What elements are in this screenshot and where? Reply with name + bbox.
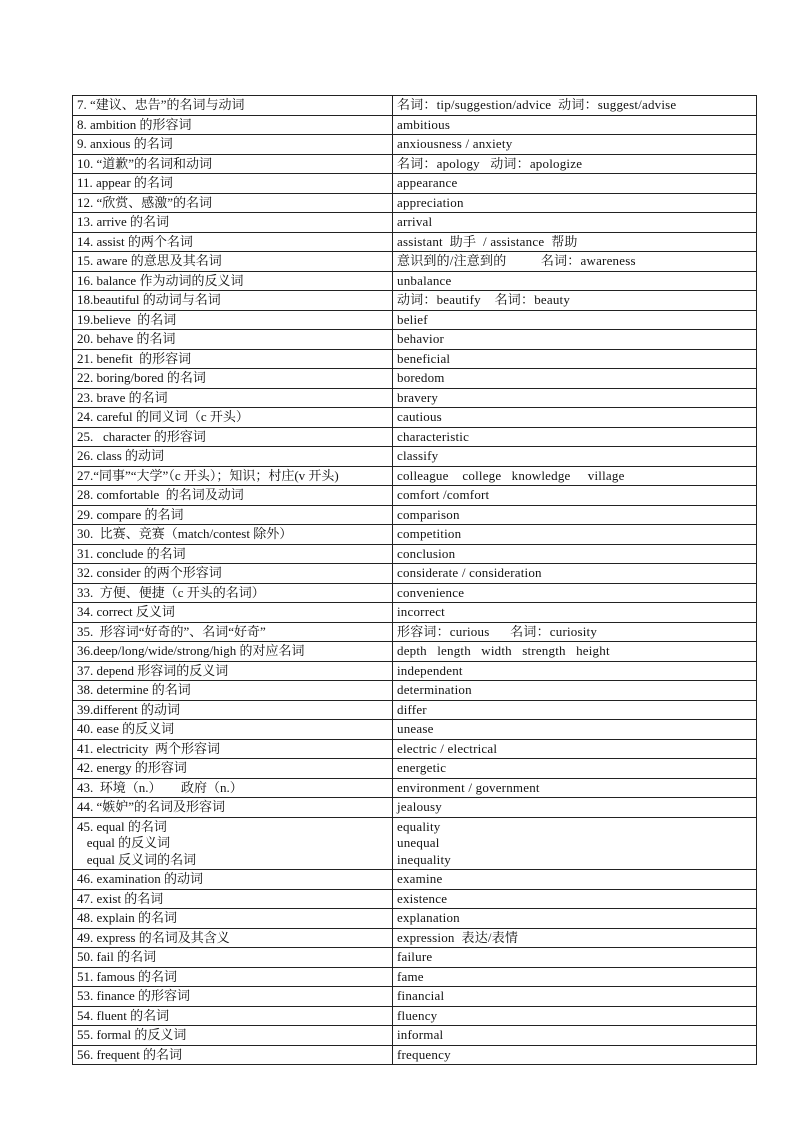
question-cell: 27.“同事”“大学”（c 开头）；知识；村庄(v 开头) xyxy=(73,466,393,486)
answer-cell: 形容词：curious 名词：curiosity xyxy=(393,622,757,642)
vocabulary-table-body xyxy=(73,96,757,1065)
question-cell: 22. boring/bored 的名词 xyxy=(73,369,393,389)
answer-cell: cautious xyxy=(393,408,757,428)
answer-cell: explanation xyxy=(393,909,757,929)
answer-cell: examine xyxy=(393,870,757,890)
question-cell: 55. formal 的反义词 xyxy=(73,1026,393,1046)
question-cell: 18.beautiful 的动词与名词 xyxy=(73,291,393,311)
table-row xyxy=(73,642,757,662)
answer-cell: jealousy xyxy=(393,798,757,818)
question-cell: 39.different 的动词 xyxy=(73,700,393,720)
answer-cell: existence xyxy=(393,889,757,909)
answer-cell: boredom xyxy=(393,369,757,389)
question-cell: 49. express 的名词及其含义 xyxy=(73,928,393,948)
table-row xyxy=(73,154,757,174)
table-row xyxy=(73,564,757,584)
answer-cell: determination xyxy=(393,681,757,701)
table-row xyxy=(73,447,757,467)
answer-cell: energetic xyxy=(393,759,757,779)
answer-cell: equality unequal inequality xyxy=(393,817,757,870)
table-row xyxy=(73,1045,757,1065)
question-cell: 48. explain 的名词 xyxy=(73,909,393,929)
answer-cell: comfort /comfort xyxy=(393,486,757,506)
question-cell: 21. benefit 的形容词 xyxy=(73,349,393,369)
question-cell: 20. behave 的名词 xyxy=(73,330,393,350)
question-cell: 10. “道歉”的名词和动词 xyxy=(73,154,393,174)
answer-cell: competition xyxy=(393,525,757,545)
question-cell: 38. determine 的名词 xyxy=(73,681,393,701)
question-cell: 7. “建议、忠告”的名词与动词 xyxy=(73,96,393,116)
answer-cell: unease xyxy=(393,720,757,740)
table-row xyxy=(73,544,757,564)
question-cell: 31. conclude 的名词 xyxy=(73,544,393,564)
table-row xyxy=(73,622,757,642)
answer-cell: arrival xyxy=(393,213,757,233)
table-row xyxy=(73,115,757,135)
answer-cell: convenience xyxy=(393,583,757,603)
answer-cell: appearance xyxy=(393,174,757,194)
table-row xyxy=(73,798,757,818)
question-cell: 9. anxious 的名词 xyxy=(73,135,393,155)
table-row xyxy=(73,349,757,369)
answer-cell: expression 表达/表情 xyxy=(393,928,757,948)
answer-cell: appreciation xyxy=(393,193,757,213)
question-cell: 51. famous 的名词 xyxy=(73,967,393,987)
answer-cell: classify xyxy=(393,447,757,467)
table-row xyxy=(73,408,757,428)
question-cell: 56. frequent 的名词 xyxy=(73,1045,393,1065)
answer-cell: financial xyxy=(393,987,757,1007)
question-cell: 32. consider 的两个形容词 xyxy=(73,564,393,584)
answer-cell: frequency xyxy=(393,1045,757,1065)
question-cell: 29. compare 的名词 xyxy=(73,505,393,525)
question-cell: 37. depend 形容词的反义词 xyxy=(73,661,393,681)
question-cell: 30. 比赛、竞赛（match/contest 除外） xyxy=(73,525,393,545)
answer-cell: failure xyxy=(393,948,757,968)
table-row xyxy=(73,369,757,389)
table-row xyxy=(73,889,757,909)
table-row xyxy=(73,739,757,759)
question-cell: 8. ambition 的形容词 xyxy=(73,115,393,135)
table-row xyxy=(73,909,757,929)
answer-cell: fluency xyxy=(393,1006,757,1026)
question-cell: 16. balance 作为动词的反义词 xyxy=(73,271,393,291)
question-cell: 13. arrive 的名词 xyxy=(73,213,393,233)
table-row xyxy=(73,778,757,798)
table-row xyxy=(73,583,757,603)
question-cell: 26. class 的动词 xyxy=(73,447,393,467)
table-row xyxy=(73,661,757,681)
table-row xyxy=(73,928,757,948)
question-cell: 28. comfortable 的名词及动词 xyxy=(73,486,393,506)
question-cell: 45. equal 的名词 equal 的反义词 equal 反义词的名词 xyxy=(73,817,393,870)
answer-cell: 名词：apology 动词：apologize xyxy=(393,154,757,174)
table-row xyxy=(73,388,757,408)
answer-cell: independent xyxy=(393,661,757,681)
answer-cell: 动词：beautify 名词：beauty xyxy=(393,291,757,311)
question-cell: 43. 环境（n.） 政府（n.） xyxy=(73,778,393,798)
question-cell: 34. correct 反义词 xyxy=(73,603,393,623)
table-row xyxy=(73,486,757,506)
question-cell: 41. electricity 两个形容词 xyxy=(73,739,393,759)
table-row xyxy=(73,135,757,155)
table-row xyxy=(73,193,757,213)
answer-cell: differ xyxy=(393,700,757,720)
table-row xyxy=(73,271,757,291)
question-cell: 42. energy 的形容词 xyxy=(73,759,393,779)
table-row xyxy=(73,252,757,272)
question-cell: 54. fluent 的名词 xyxy=(73,1006,393,1026)
table-row xyxy=(73,466,757,486)
table-row xyxy=(73,96,757,116)
table-row xyxy=(73,700,757,720)
answer-cell: 名词：tip/suggestion/advice 动词：suggest/advise xyxy=(393,96,757,116)
question-cell: 19.believe 的名词 xyxy=(73,310,393,330)
table-row xyxy=(73,291,757,311)
vocabulary-table xyxy=(72,95,757,1065)
table-row xyxy=(73,174,757,194)
question-cell: 53. finance 的形容词 xyxy=(73,987,393,1007)
answer-cell: fame xyxy=(393,967,757,987)
table-row xyxy=(73,1006,757,1026)
question-cell: 46. examination 的动词 xyxy=(73,870,393,890)
question-cell: 44. “嫉妒”的名词及形容词 xyxy=(73,798,393,818)
answer-cell: belief xyxy=(393,310,757,330)
answer-cell: depth length width strength height xyxy=(393,642,757,662)
table-row xyxy=(73,525,757,545)
table-row xyxy=(73,232,757,252)
answer-cell: behavior xyxy=(393,330,757,350)
table-row xyxy=(73,1026,757,1046)
table-row xyxy=(73,213,757,233)
answer-cell: bravery xyxy=(393,388,757,408)
table-row xyxy=(73,330,757,350)
table-row xyxy=(73,310,757,330)
answer-cell: colleague college knowledge village xyxy=(393,466,757,486)
answer-cell: assistant 助手 / assistance 帮助 xyxy=(393,232,757,252)
question-cell: 36.deep/long/wide/strong/high 的对应名词 xyxy=(73,642,393,662)
answer-cell: electric / electrical xyxy=(393,739,757,759)
table-row xyxy=(73,603,757,623)
question-cell: 11. appear 的名词 xyxy=(73,174,393,194)
table-row xyxy=(73,505,757,525)
table-row xyxy=(73,870,757,890)
question-cell: 50. fail 的名词 xyxy=(73,948,393,968)
answer-cell: unbalance xyxy=(393,271,757,291)
table-row xyxy=(73,681,757,701)
answer-cell: beneficial xyxy=(393,349,757,369)
question-cell: 15. aware 的意思及其名词 xyxy=(73,252,393,272)
table-row xyxy=(73,817,757,870)
answer-cell: ambitious xyxy=(393,115,757,135)
question-cell: 25. character 的形容词 xyxy=(73,427,393,447)
answer-cell: considerate / consideration xyxy=(393,564,757,584)
question-cell: 23. brave 的名词 xyxy=(73,388,393,408)
table-row xyxy=(73,948,757,968)
question-cell: 33. 方便、便捷（c 开头的名词） xyxy=(73,583,393,603)
question-cell: 14. assist 的两个名词 xyxy=(73,232,393,252)
table-row xyxy=(73,987,757,1007)
question-cell: 35. 形容词“好奇的”、名词“好奇” xyxy=(73,622,393,642)
answer-cell: incorrect xyxy=(393,603,757,623)
answer-cell: informal xyxy=(393,1026,757,1046)
question-cell: 40. ease 的反义词 xyxy=(73,720,393,740)
answer-cell: 意识到的/注意到的 名词：awareness xyxy=(393,252,757,272)
answer-cell: conclusion xyxy=(393,544,757,564)
answer-cell: environment / government xyxy=(393,778,757,798)
table-row xyxy=(73,720,757,740)
question-cell: 47. exist 的名词 xyxy=(73,889,393,909)
table-row xyxy=(73,427,757,447)
question-cell: 12. “欣赏、感激”的名词 xyxy=(73,193,393,213)
table-row xyxy=(73,967,757,987)
answer-cell: characteristic xyxy=(393,427,757,447)
table-row xyxy=(73,759,757,779)
answer-cell: anxiousness / anxiety xyxy=(393,135,757,155)
question-cell: 24. careful 的同义词（c 开头） xyxy=(73,408,393,428)
answer-cell: comparison xyxy=(393,505,757,525)
